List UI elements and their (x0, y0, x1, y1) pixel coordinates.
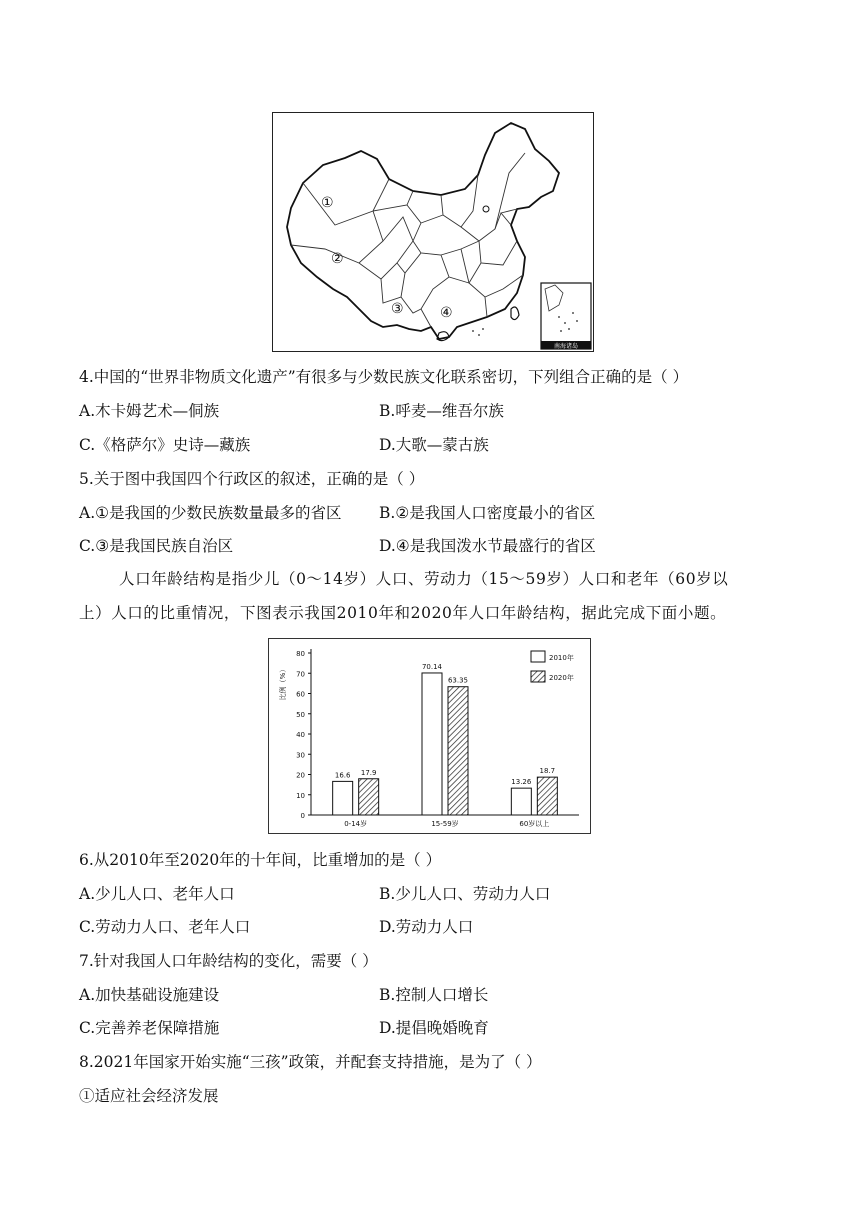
marker-1: ① (321, 195, 334, 211)
q8-option-1: ①适应社会经济发展 (79, 1087, 219, 1105)
passage-line-2: 上）人口的比重情况，下图表示我国2010年和2020年人口年龄结构，据此完成下面小题。 (79, 604, 727, 622)
q7-option-b: B.控制人口增长 (379, 986, 489, 1004)
q5-option-c: C.③是我国民族自治区 (79, 537, 234, 555)
q4-option-c: C.《格萨尔》史诗—藏族 (79, 436, 251, 454)
y-tick-label: 60 (296, 690, 305, 699)
x-tick-label: 60岁以上 (519, 820, 550, 828)
bar-2020年-0-14岁 (359, 779, 379, 815)
q7-stem: 7.针对我国人口年龄结构的变化，需要（ ） (79, 952, 378, 970)
chart-bars (333, 673, 558, 815)
q8-stem: 8.2021年国家开始实施“三孩”政策，并配套支持措施，是为了（ ） (79, 1053, 542, 1071)
legend-swatch (531, 671, 545, 682)
province-borders (291, 153, 525, 327)
q4-option-d: D.大歌—蒙古族 (379, 436, 489, 454)
passage-line-1: 人口年龄结构是指少儿（0～14岁）人口、劳动力（15～59岁）人口和老年（60岁以 (119, 570, 729, 588)
y-tick-label: 10 (296, 791, 305, 800)
data-label: 17.9 (360, 768, 377, 777)
data-label: 18.7 (539, 767, 556, 776)
south-china-sea-inset (541, 283, 591, 350)
q4-option-a: A.木卡姆艺术—侗族 (79, 402, 220, 420)
bar-2020年-15-59岁 (448, 687, 468, 815)
marker-2: ② (331, 251, 344, 267)
bar-2010年-60岁以上 (511, 788, 531, 815)
q6-option-c: C.劳动力人口、老年人口 (79, 918, 251, 936)
bar-2020年-60岁以上 (537, 777, 557, 815)
population-bar-chart (269, 639, 590, 833)
q7-option-d: D.提倡晚婚晚育 (379, 1019, 489, 1037)
legend-label: 2020年 (549, 674, 574, 682)
legend-label: 2010年 (549, 654, 574, 662)
x-tick-label: 15-59岁 (431, 820, 459, 828)
data-label: 70.14 (421, 662, 443, 671)
q5-stem: 5.关于图中我国四个行政区的叙述，正确的是（ ） (79, 470, 425, 488)
marker-3: ③ (391, 301, 404, 317)
china-map (273, 113, 593, 351)
data-label: 63.35 (447, 676, 469, 685)
q6-option-d: D.劳动力人口 (379, 918, 474, 936)
data-label: 16.6 (334, 771, 351, 780)
q5-option-b: B.②是我国人口密度最小的省区 (379, 504, 596, 522)
q4-option-b: B.呼麦—维吾尔族 (379, 402, 504, 420)
china-map-figure (272, 112, 594, 352)
y-tick-label: 80 (296, 650, 305, 658)
bar-2010年-15-59岁 (422, 673, 442, 815)
chart-legend (531, 651, 574, 682)
q5-option-d: D.④是我国泼水节最盛行的省区 (379, 537, 596, 555)
x-tick-label: 0-14岁 (344, 820, 368, 828)
island-dots (472, 328, 484, 336)
y-tick-label: 30 (296, 751, 305, 760)
legend-swatch (531, 651, 545, 662)
y-tick-label: 20 (296, 771, 305, 780)
taiwan-shape (511, 307, 519, 320)
y-tick-label: 70 (296, 670, 305, 679)
marker-4: ④ (440, 305, 453, 321)
y-axis-title: 比例（%） (279, 665, 287, 701)
y-tick-label: 50 (296, 710, 305, 719)
q6-option-b: B.少儿人口、劳动力人口 (379, 885, 551, 903)
data-label: 13.26 (511, 778, 532, 787)
y-tick-label: 40 (296, 731, 305, 739)
q6-option-a: A.少儿人口、老年人口 (79, 885, 235, 903)
bar-2010年-0-14岁 (333, 781, 353, 815)
q5-option-a: A.①是我国的少数民族数量最多的省区 (79, 504, 342, 522)
q6-stem: 6.从2010年至2020年的十年间，比重增加的是（ ） (79, 851, 442, 869)
y-tick-label: 0 (300, 812, 305, 820)
china-outline (287, 123, 559, 339)
population-chart-figure (268, 638, 591, 834)
q7-option-c: C.完善养老保障措施 (79, 1019, 220, 1037)
q7-option-a: A.加快基础设施建设 (79, 986, 220, 1004)
q4-stem: 4.中国的“世界非物质文化遗产”有很多与少数民族文化联系密切，下列组合正确的是（ ） (79, 368, 689, 386)
inset-label: 南海诸岛 (553, 343, 579, 350)
